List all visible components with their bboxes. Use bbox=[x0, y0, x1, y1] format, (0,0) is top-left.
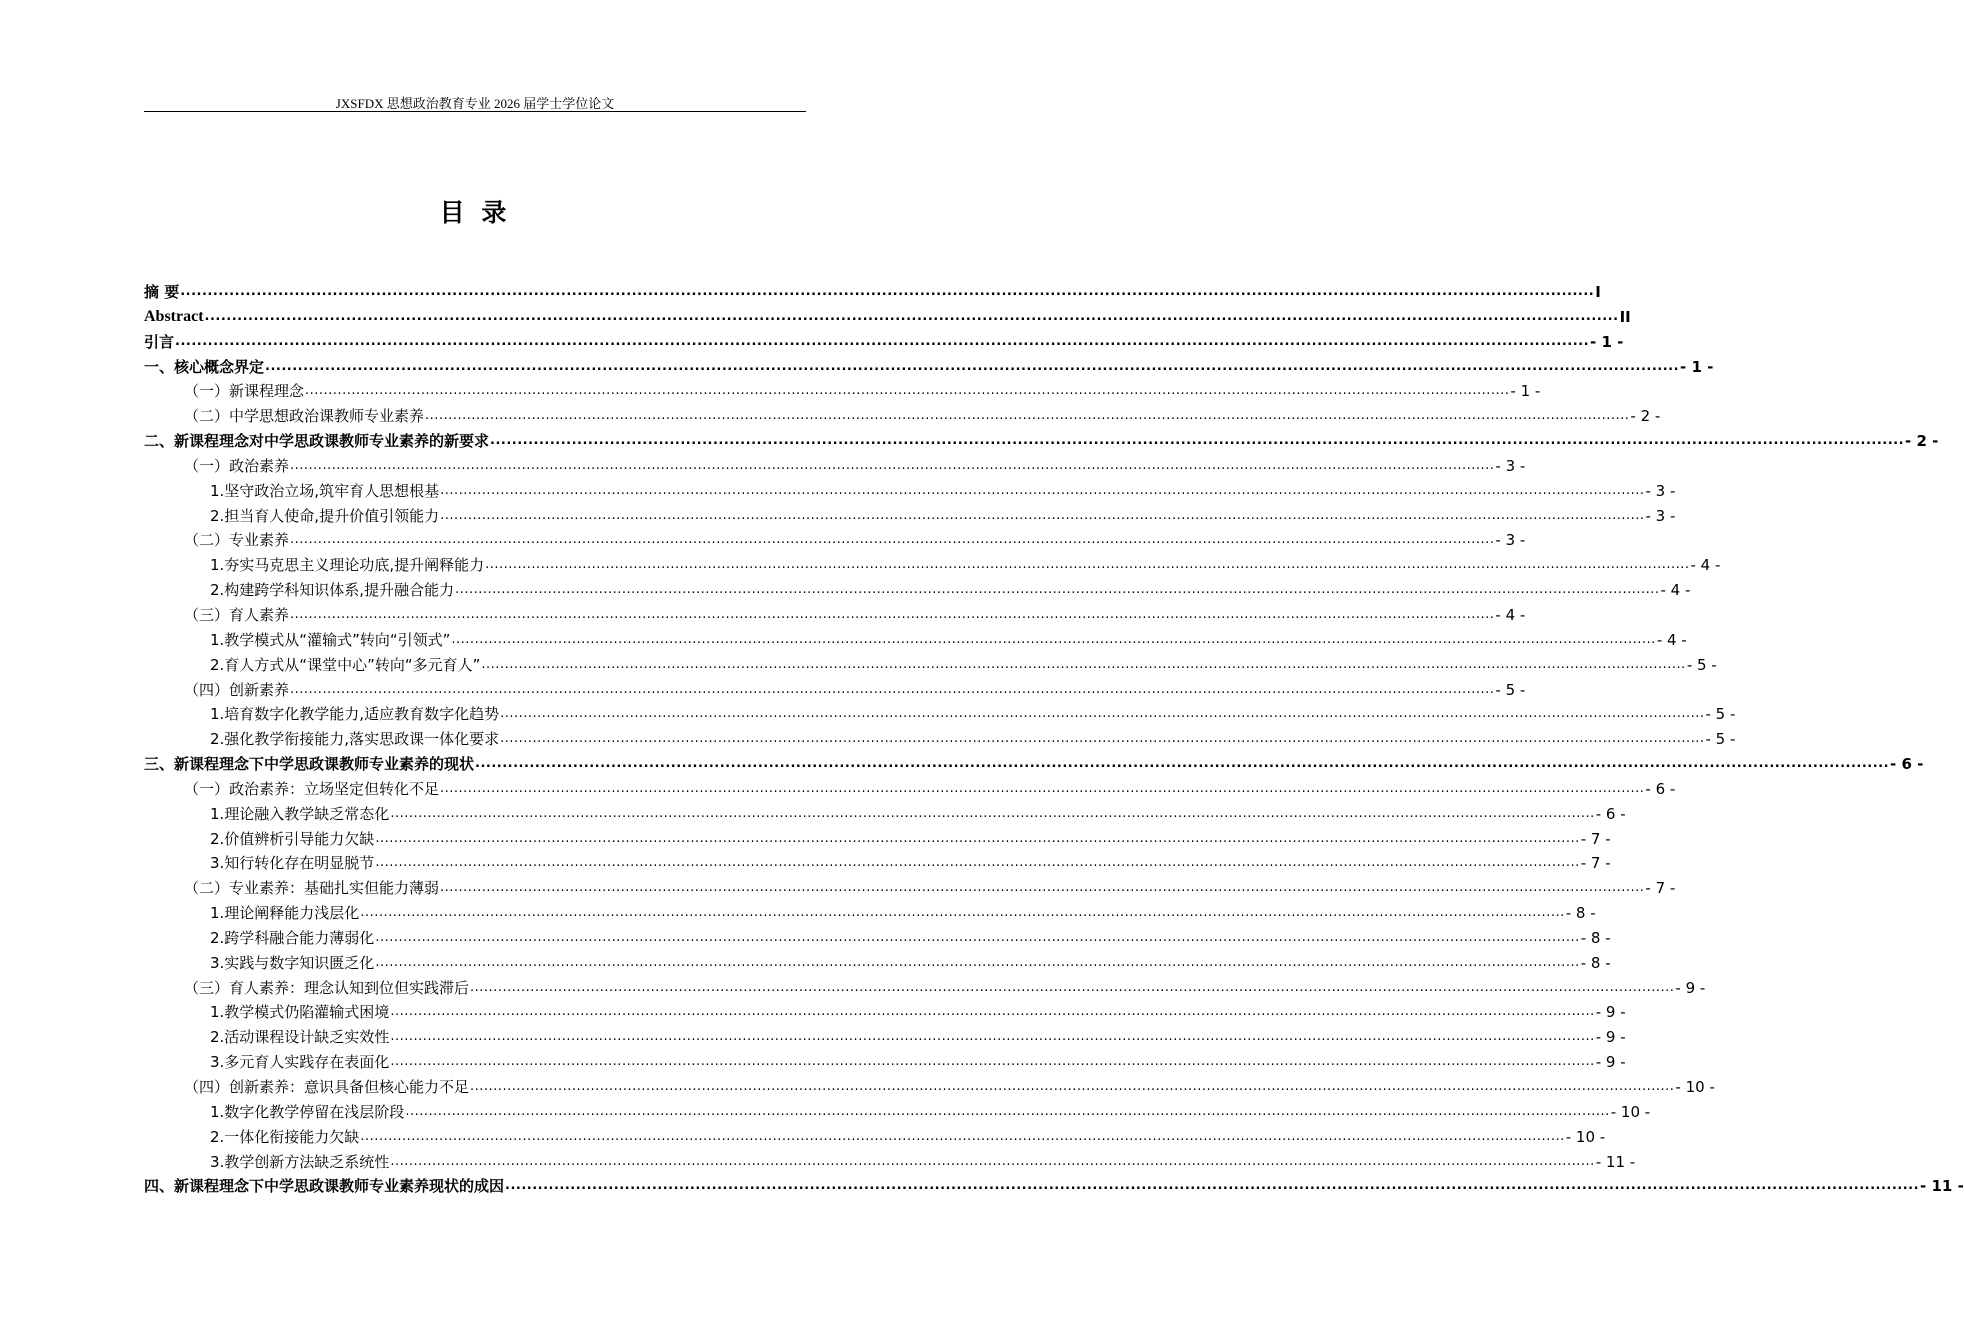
toc-entry[interactable] bbox=[144, 926, 1611, 951]
toc-entry-label: （一）政治素养：立场坚定但转化不足 bbox=[184, 779, 440, 798]
toc-entry[interactable] bbox=[144, 404, 1661, 429]
toc-entry[interactable] bbox=[144, 1150, 1636, 1175]
toc-leader-dots: .................................................................................................................................................................................................................................................................... bbox=[290, 606, 1495, 622]
toc-leader-dots: .................................................................................................................................................................................................................................................................... bbox=[305, 383, 1510, 399]
toc-entry-label: 1.数字化教学停留在浅层阶段 bbox=[210, 1102, 405, 1121]
toc-entry-label: 摘 要 bbox=[144, 283, 180, 301]
toc-entry-page: - 11 - bbox=[1595, 1152, 1636, 1171]
toc-leader-dots: .................................................................................................................................................................................................................................................................... bbox=[451, 631, 1656, 647]
toc-leader-dots: .................................................................................................................................................................................................................................................................... bbox=[290, 532, 1495, 548]
toc-entry-page: - 9 - bbox=[1595, 1028, 1626, 1047]
toc-entry[interactable] bbox=[144, 528, 1526, 553]
toc-entry[interactable] bbox=[144, 454, 1526, 479]
toc-leader-dots: .................................................................................................................................................................................................................................................................... bbox=[505, 1178, 1920, 1194]
toc-entry-label: 2.育人方式从“课堂中心”转向“多元育人” bbox=[210, 655, 481, 674]
toc-entry[interactable] bbox=[144, 678, 1526, 703]
toc-entry-label: 2.活动课程设计缺乏实效性 bbox=[210, 1028, 390, 1047]
toc-entry-label: （一）新课程理念 bbox=[184, 382, 305, 401]
toc-leader-dots: .................................................................................................................................................................................................................................................................... bbox=[470, 1079, 1675, 1094]
toc-entry-page: - 5 - bbox=[1705, 705, 1736, 724]
toc-entry-page: - 6 - bbox=[1595, 804, 1626, 823]
toc-entry-label: 2.跨学科融合能力薄弱化 bbox=[210, 928, 375, 947]
toc-entry[interactable] bbox=[144, 1100, 1651, 1125]
toc-entry-page: - 1 - bbox=[1680, 357, 1714, 376]
toc-entry-label: 一、核心概念界定 bbox=[144, 357, 265, 376]
toc-entry-label: 1.培育数字化教学能力,适应教育数字化趋势 bbox=[210, 705, 500, 724]
toc-leader-dots: .................................................................................................................................................................................................................................................................... bbox=[425, 408, 1630, 424]
toc-entry-page: - 7 - bbox=[1580, 829, 1611, 848]
toc-leader-dots: .................................................................................................................................................................................................................................................................... bbox=[390, 1029, 1595, 1045]
toc-entry-label: 2.强化教学衔接能力,落实思政课一体化要求 bbox=[210, 730, 500, 749]
toc-entry[interactable] bbox=[144, 851, 1611, 876]
toc-entry[interactable] bbox=[144, 1050, 1626, 1075]
toc-entry-label: （四）创新素养 bbox=[184, 680, 290, 699]
toc-leader-dots: .................................................................................................................................................................................................................................................................... bbox=[180, 284, 1595, 299]
toc-entry-label: 1.理论融入教学缺乏常态化 bbox=[210, 804, 390, 823]
toc-entry[interactable] bbox=[144, 1174, 1964, 1199]
toc-entry-page: - 7 - bbox=[1580, 854, 1611, 873]
toc-entry-label: 三、新课程理念下中学思政课教师专业素养的现状 bbox=[144, 755, 475, 774]
toc-entry-page: - 6 - bbox=[1890, 755, 1924, 774]
toc-entry-page: - 4 - bbox=[1495, 605, 1526, 624]
toc-leader-dots: .................................................................................................................................................................................................................................................................... bbox=[390, 1004, 1595, 1020]
toc-entry-label: 2.价值辨析引导能力欠缺 bbox=[210, 829, 375, 848]
toc-entry-label: 二、新课程理念对中学思政课教师专业素养的新要求 bbox=[144, 432, 490, 451]
toc-leader-dots: .................................................................................................................................................................................................................................................................... bbox=[375, 954, 1580, 970]
toc-entry[interactable] bbox=[144, 802, 1626, 827]
toc-entry-page: - 9 - bbox=[1595, 1003, 1626, 1022]
toc-entry-label: 2.一体化衔接能力欠缺 bbox=[210, 1127, 360, 1146]
toc-leader-dots: .................................................................................................................................................................................................................................................................... bbox=[440, 482, 1645, 498]
table-of-contents bbox=[144, 280, 1964, 1199]
toc-entry-label: 2.构建跨学科知识体系,提升融合能力 bbox=[210, 581, 455, 600]
toc-entry-label: 1.理论阐释能力浅层化 bbox=[210, 904, 360, 923]
toc-entry-page: - 9 - bbox=[1595, 1053, 1626, 1072]
toc-leader-dots: .................................................................................................................................................................................................................................................................... bbox=[375, 830, 1580, 846]
toc-entry[interactable] bbox=[144, 901, 1596, 926]
toc-entry-page: - 8 - bbox=[1580, 928, 1611, 947]
toc-entry[interactable] bbox=[144, 876, 1676, 901]
toc-entry-label: （二）专业素养：基础扎实但能力薄弱 bbox=[184, 879, 440, 898]
toc-leader-dots: .................................................................................................................................................................................................................................................................... bbox=[360, 905, 1565, 921]
toc-entry-page: - 7 - bbox=[1645, 879, 1676, 898]
toc-leader-dots: .................................................................................................................................................................................................................................................................... bbox=[440, 880, 1645, 896]
toc-leader-dots: .................................................................................................................................................................................................................................................................... bbox=[390, 1153, 1595, 1169]
toc-leader-dots: .................................................................................................................................................................................................................................................................... bbox=[440, 507, 1645, 523]
toc-title: 目 录 bbox=[439, 198, 511, 227]
toc-entry-label: 引言 bbox=[144, 332, 175, 351]
toc-entry[interactable] bbox=[144, 429, 1939, 454]
toc-leader-dots: .................................................................................................................................................................................................................................................................... bbox=[485, 557, 1690, 573]
toc-leader-dots: .................................................................................................................................................................................................................................................................... bbox=[490, 433, 1905, 449]
toc-entry[interactable] bbox=[144, 355, 1714, 380]
toc-entry-page: - 2 - bbox=[1630, 407, 1661, 426]
header-rule bbox=[144, 111, 806, 112]
toc-leader-dots: .................................................................................................................................................................................................................................................................... bbox=[290, 681, 1495, 697]
toc-entry-page: I bbox=[1595, 283, 1601, 301]
toc-leader-dots: .................................................................................................................................................................................................................................................................... bbox=[500, 706, 1705, 722]
toc-leader-dots: .................................................................................................................................................................................................................................................................... bbox=[175, 333, 1590, 349]
toc-entry-label: （四）创新素养：意识具备但核心能力不足 bbox=[184, 1078, 470, 1096]
toc-entry-page: - 1 - bbox=[1590, 332, 1624, 351]
toc-entry[interactable] bbox=[144, 379, 1541, 404]
toc-entry-page: - 11 - bbox=[1920, 1177, 1964, 1196]
toc-entry[interactable] bbox=[144, 305, 1631, 330]
toc-leader-dots: .................................................................................................................................................................................................................................................................... bbox=[265, 358, 1680, 374]
toc-leader-dots: .................................................................................................................................................................................................................................................................... bbox=[455, 582, 1660, 598]
toc-entry-label: 1.坚守政治立场,筑牢育人思想根基 bbox=[210, 481, 440, 500]
toc-entry[interactable] bbox=[144, 553, 1721, 578]
toc-entry-page: - 10 - bbox=[1675, 1078, 1715, 1096]
toc-entry-page: - 3 - bbox=[1495, 531, 1526, 550]
toc-entry-page: - 6 - bbox=[1645, 779, 1676, 798]
toc-leader-dots: .................................................................................................................................................................................................................................................................... bbox=[405, 1103, 1610, 1119]
toc-leader-dots: .................................................................................................................................................................................................................................................................... bbox=[470, 979, 1675, 995]
toc-leader-dots: .................................................................................................................................................................................................................................................................... bbox=[390, 805, 1595, 821]
toc-leader-dots: .................................................................................................................................................................................................................................................................... bbox=[440, 780, 1645, 796]
toc-leader-dots: .................................................................................................................................................................................................................................................................... bbox=[375, 929, 1580, 945]
toc-entry[interactable] bbox=[144, 479, 1676, 504]
toc-entry-page: II bbox=[1619, 307, 1631, 326]
toc-entry-page: - 8 - bbox=[1565, 904, 1596, 923]
toc-leader-dots: .................................................................................................................................................................................................................................................................... bbox=[475, 756, 1890, 772]
toc-entry[interactable] bbox=[144, 330, 1624, 355]
toc-entry-page: - 9 - bbox=[1675, 978, 1706, 997]
toc-leader-dots: .................................................................................................................................................................................................................................................................... bbox=[204, 308, 1619, 324]
toc-entry[interactable] bbox=[144, 777, 1676, 802]
toc-entry-label: （三）育人素养 bbox=[184, 605, 290, 624]
toc-entry[interactable] bbox=[144, 578, 1691, 603]
toc-entry-label: 3.教学创新方法缺乏系统性 bbox=[210, 1152, 390, 1171]
toc-entry[interactable] bbox=[144, 727, 1736, 752]
toc-entry-page: - 3 - bbox=[1495, 456, 1526, 475]
toc-entry[interactable] bbox=[144, 1025, 1626, 1050]
toc-entry-label: （二）中学思想政治课教师专业素养 bbox=[184, 407, 425, 426]
toc-leader-dots: .................................................................................................................................................................................................................................................................... bbox=[360, 1128, 1565, 1144]
toc-entry[interactable] bbox=[144, 628, 1687, 653]
toc-entry-page: - 2 - bbox=[1905, 432, 1939, 451]
toc-leader-dots: .................................................................................................................................................................................................................................................................... bbox=[500, 731, 1705, 747]
toc-entry-page: - 4 - bbox=[1656, 630, 1687, 649]
toc-entry-page: - 3 - bbox=[1645, 481, 1676, 500]
toc-entry-page: - 8 - bbox=[1580, 953, 1611, 972]
toc-entry-label: Abstract bbox=[144, 307, 204, 325]
toc-entry[interactable] bbox=[144, 504, 1676, 529]
toc-entry[interactable] bbox=[144, 702, 1736, 727]
toc-entry-label: 1.夯实马克思主义理论功底,提升阐释能力 bbox=[210, 556, 485, 575]
toc-entry[interactable] bbox=[144, 1075, 1715, 1100]
toc-entry-page: - 3 - bbox=[1645, 506, 1676, 525]
toc-entry-label: 3.实践与数字知识匮乏化 bbox=[210, 953, 375, 972]
toc-entry-page: - 5 - bbox=[1705, 730, 1736, 749]
toc-entry[interactable] bbox=[144, 280, 1601, 305]
toc-entry-page: - 5 - bbox=[1686, 655, 1717, 674]
toc-entry-label: 四、新课程理念下中学思政课教师专业素养现状的成因 bbox=[144, 1177, 505, 1196]
toc-entry-page: - 10 - bbox=[1610, 1102, 1651, 1121]
toc-entry-label: （三）育人素养：理念认知到位但实践滞后 bbox=[184, 978, 470, 997]
toc-leader-dots: .................................................................................................................................................................................................................................................................... bbox=[481, 656, 1686, 672]
toc-entry-page: - 5 - bbox=[1495, 680, 1526, 699]
toc-entry-page: - 4 - bbox=[1690, 556, 1721, 575]
toc-entry-label: 3.多元育人实践存在表面化 bbox=[210, 1053, 390, 1072]
toc-leader-dots: .................................................................................................................................................................................................................................................................... bbox=[390, 1054, 1595, 1070]
toc-entry-label: 3.知行转化存在明显脱节 bbox=[210, 854, 375, 873]
toc-entry[interactable] bbox=[144, 1125, 1606, 1150]
toc-entry-page: - 10 - bbox=[1565, 1127, 1606, 1146]
toc-leader-dots: .................................................................................................................................................................................................................................................................... bbox=[375, 855, 1580, 871]
toc-entry[interactable] bbox=[144, 1000, 1626, 1025]
toc-entry-label: （二）专业素养 bbox=[184, 531, 290, 550]
toc-entry-page: - 1 - bbox=[1510, 382, 1541, 401]
toc-entry-label: （一）政治素养 bbox=[184, 456, 290, 475]
toc-entry-label: 1.教学模式仍陷灌输式困境 bbox=[210, 1003, 390, 1022]
toc-entry-page: - 4 - bbox=[1660, 581, 1691, 600]
toc-entry[interactable] bbox=[144, 653, 1717, 678]
toc-entry[interactable] bbox=[144, 827, 1611, 852]
toc-entry[interactable] bbox=[144, 976, 1706, 1001]
toc-leader-dots: .................................................................................................................................................................................................................................................................... bbox=[290, 457, 1495, 473]
toc-entry[interactable] bbox=[144, 951, 1611, 976]
toc-entry-label: 2.担当育人使命,提升价值引领能力 bbox=[210, 506, 440, 525]
running-header: JXSFDX 思想政治教育专业 2026 届学士学位论文 bbox=[335, 96, 615, 111]
toc-entry-label: 1.教学模式从“灌输式”转向“引领式” bbox=[210, 630, 451, 649]
toc-entry[interactable] bbox=[144, 752, 1924, 777]
toc-entry[interactable] bbox=[144, 603, 1526, 628]
